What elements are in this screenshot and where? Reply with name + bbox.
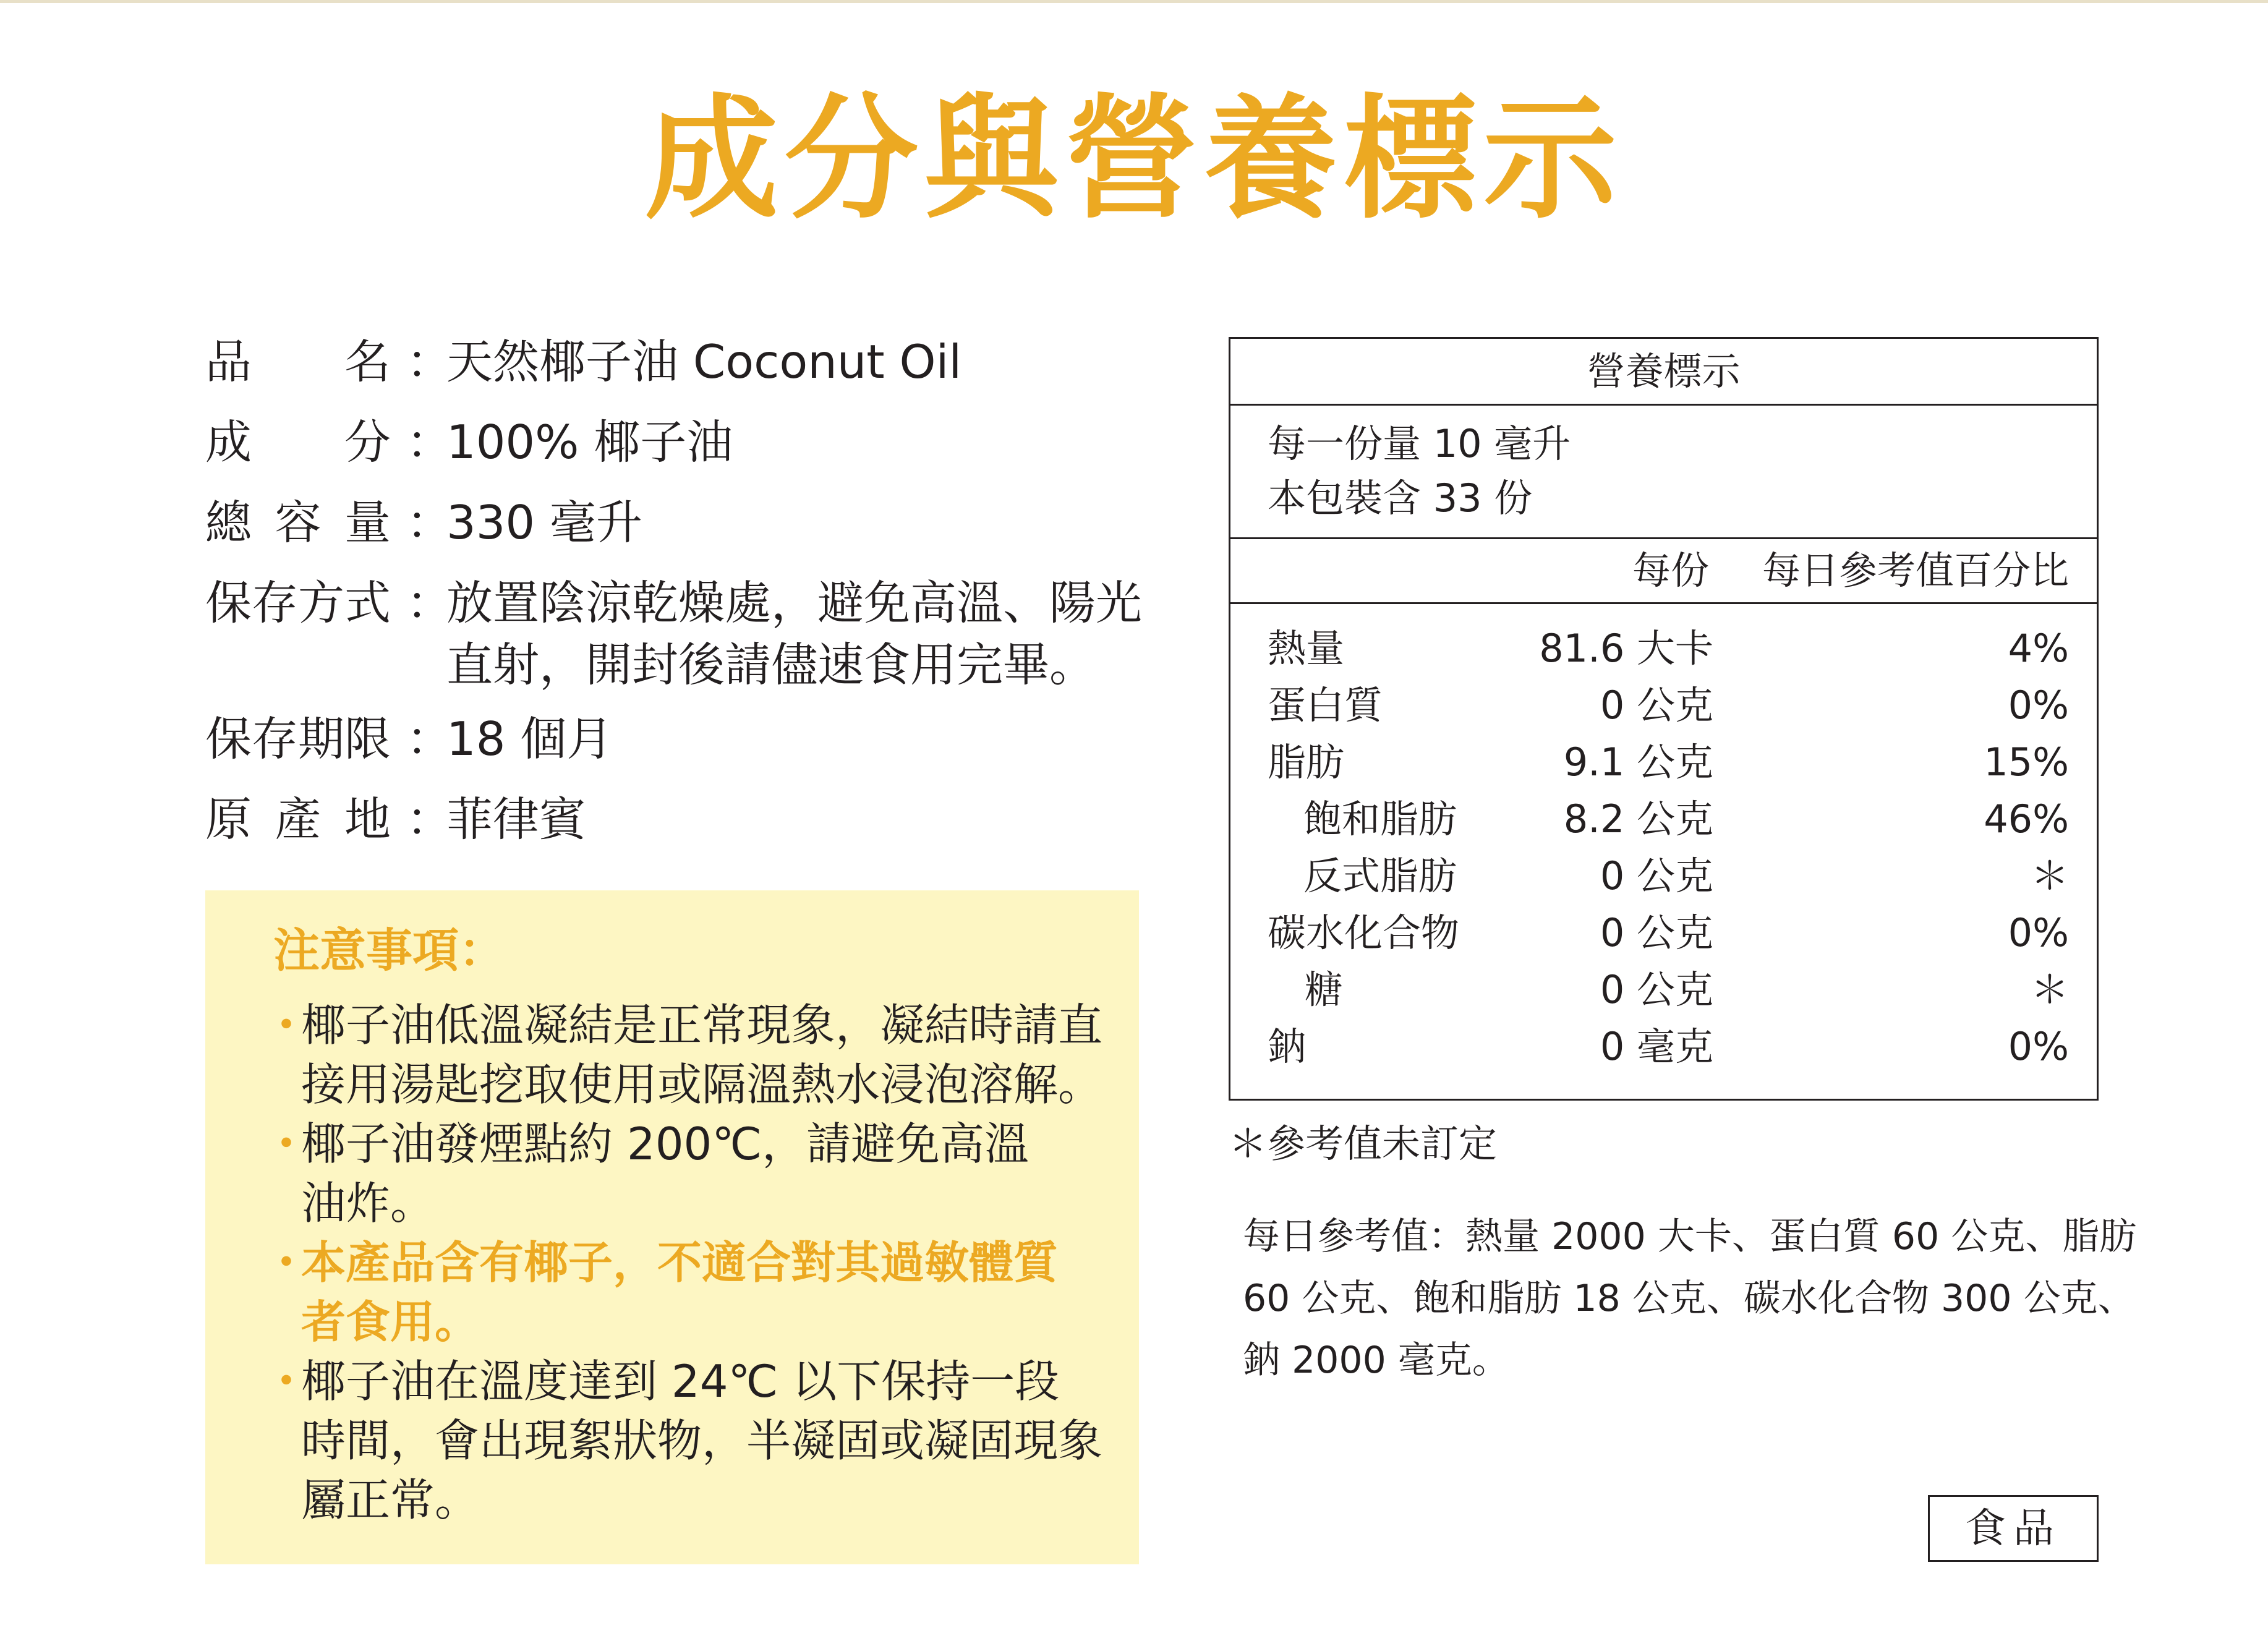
notice-item-text — [301, 1233, 1058, 1352]
nutrient-name: 脂肪 — [1268, 740, 1345, 785]
info-label-char: 式 — [344, 576, 391, 630]
notice-box — [205, 890, 1139, 1564]
info-label-char: 容 — [275, 495, 322, 550]
info-label-char: 地 — [344, 792, 391, 846]
info-colon: ： — [406, 792, 453, 846]
notice-line: 椰子油發煙點約 200℃，請避免高溫 — [301, 1118, 1030, 1170]
nutrient-amount: 0 公克 — [1600, 683, 1713, 728]
nutrient-daily-value: 4% — [2008, 626, 2069, 671]
nutrient-name: 鈉 — [1268, 1024, 1307, 1069]
info-label-char: 存 — [252, 712, 299, 766]
notice-item-text — [301, 1352, 1102, 1530]
nutrient-amount: 8.2 公克 — [1563, 796, 1713, 842]
page-title: 成分與營養標示 — [644, 82, 1623, 237]
info-label-char: 品 — [205, 335, 252, 389]
nutrient-daily-value: 0% — [2008, 1024, 2069, 1069]
notice-item-text — [301, 1114, 1029, 1233]
notice-line: 時間，會出現絮狀物，半凝固或凝固現象 — [301, 1415, 1103, 1467]
nutrition-row — [1230, 905, 2097, 961]
info-value: 放置陰涼乾燥處，避免高溫、陽光 — [446, 576, 1143, 630]
info-value-continued: 直射，開封後請儘速食用完畢。 — [446, 637, 1096, 692]
bullet-dot-icon: ・ — [264, 1355, 309, 1407]
info-label-char: 方 — [298, 576, 345, 630]
food-tag: 食品 — [1928, 1495, 2099, 1562]
notice-title: 注意事項： — [273, 923, 506, 978]
info-colon: ： — [406, 495, 453, 550]
daily-reference-line: 每日參考值：熱量 2000 大卡、蛋白質 60 公克、脂肪 — [1243, 1215, 2137, 1258]
nutrient-amount: 9.1 公克 — [1563, 740, 1713, 785]
info-label-char: 存 — [252, 576, 299, 630]
nutrient-amount: 0 公克 — [1600, 853, 1713, 898]
nutrient-daily-value: 0% — [2008, 910, 2069, 955]
notice-line: 屬正常。 — [301, 1474, 480, 1526]
column-headers — [1230, 539, 2097, 604]
nutrition-row — [1230, 1018, 2097, 1075]
info-label — [205, 488, 391, 556]
info-label-char: 成 — [205, 415, 252, 469]
notice-line: 本產品含有椰子，不適合對其過敏體質 — [301, 1237, 1059, 1289]
daily-reference-line: 鈉 2000 毫克。 — [1243, 1339, 1509, 1382]
nutrient-name: 反式脂肪 — [1303, 853, 1457, 898]
info-label — [205, 569, 391, 637]
info-label-char: 保 — [205, 576, 252, 630]
info-label-char: 產 — [275, 792, 322, 846]
nutrition-row — [1230, 791, 2097, 848]
nutrition-row — [1230, 677, 2097, 734]
notice-line: 椰子油在溫度達到 24℃ 以下保持一段 — [301, 1355, 1060, 1407]
nutrient-name: 碳水化合物 — [1268, 910, 1460, 955]
info-colon: ： — [406, 576, 453, 630]
info-value: 天然椰子油 Coconut Oil — [446, 335, 962, 389]
info-label-char: 期 — [298, 712, 345, 766]
nutrient-daily-value: 46% — [1984, 796, 2069, 842]
servings-per-package: 本包裝含 33 份 — [1268, 475, 1533, 521]
top-rule — [0, 0, 2268, 3]
info-colon: ： — [406, 712, 453, 766]
nutrition-row — [1230, 848, 2097, 905]
footnote: ＊參考值未訂定 — [1229, 1121, 1498, 1166]
nutrient-amount: 0 毫克 — [1600, 1024, 1713, 1069]
nutrient-amount: 81.6 大卡 — [1539, 626, 1713, 671]
nutrient-name: 熱量 — [1268, 626, 1345, 671]
info-label-char: 保 — [205, 712, 252, 766]
info-value: 330 毫升 — [446, 495, 642, 550]
nutrient-daily-value: ＊ — [2030, 967, 2069, 1012]
nutrition-table — [1229, 337, 2099, 1101]
nutrient-name: 蛋白質 — [1268, 683, 1383, 728]
info-label-char: 名 — [344, 335, 391, 389]
bullet-dot-icon: ・ — [264, 999, 309, 1051]
nutrient-amount: 0 公克 — [1600, 967, 1713, 1012]
info-value: 菲律賓 — [446, 792, 586, 846]
info-value: 18 個月 — [446, 712, 613, 766]
info-label — [205, 328, 391, 396]
info-label — [205, 408, 391, 476]
notice-line: 接用湯匙挖取使用或隔溫熱水浸泡溶解。 — [301, 1059, 1103, 1110]
nutrition-row — [1230, 734, 2097, 791]
notice-line: 椰子油低溫凝結是正常現象，凝結時請直 — [301, 999, 1103, 1051]
nutrient-daily-value: 15% — [1984, 740, 2069, 785]
notice-line: 者食用。 — [301, 1296, 480, 1348]
nutrition-row — [1230, 961, 2097, 1018]
info-label-char: 總 — [205, 495, 252, 550]
nutrient-daily-value: 0% — [2008, 683, 2069, 728]
info-colon: ： — [406, 415, 453, 469]
info-label-char: 限 — [344, 712, 391, 766]
notice-line: 油炸。 — [301, 1177, 435, 1229]
nutrition-row — [1230, 620, 2097, 677]
serving-size: 每一份量 10 毫升 — [1268, 421, 1571, 466]
info-label-char: 量 — [344, 495, 391, 550]
nutrient-name: 飽和脂肪 — [1303, 796, 1457, 842]
info-label — [205, 785, 391, 853]
serving-info — [1230, 406, 2097, 539]
daily-reference-line: 60 公克、飽和脂肪 18 公克、碳水化合物 300 公克、 — [1243, 1277, 2135, 1320]
info-label — [205, 705, 391, 773]
bullet-dot-icon: ・ — [264, 1118, 309, 1170]
notice-item-text — [301, 995, 1102, 1114]
info-colon: ： — [406, 335, 453, 389]
info-value: 100% 椰子油 — [446, 415, 733, 469]
nutrition-header: 營養標示 — [1230, 339, 2097, 406]
info-label-char: 原 — [205, 792, 252, 846]
nutrient-amount: 0 公克 — [1600, 910, 1713, 955]
nutrient-name: 糖 — [1305, 967, 1344, 1012]
column-daily-value: 每日參考值百分比 — [1762, 548, 2069, 593]
bullet-dot-icon: ・ — [264, 1237, 309, 1289]
nutrient-daily-value: ＊ — [2030, 853, 2069, 898]
daily-reference — [1243, 1206, 2136, 1391]
column-per-serving: 每份 — [1632, 548, 1710, 593]
info-label-char: 分 — [344, 415, 391, 469]
